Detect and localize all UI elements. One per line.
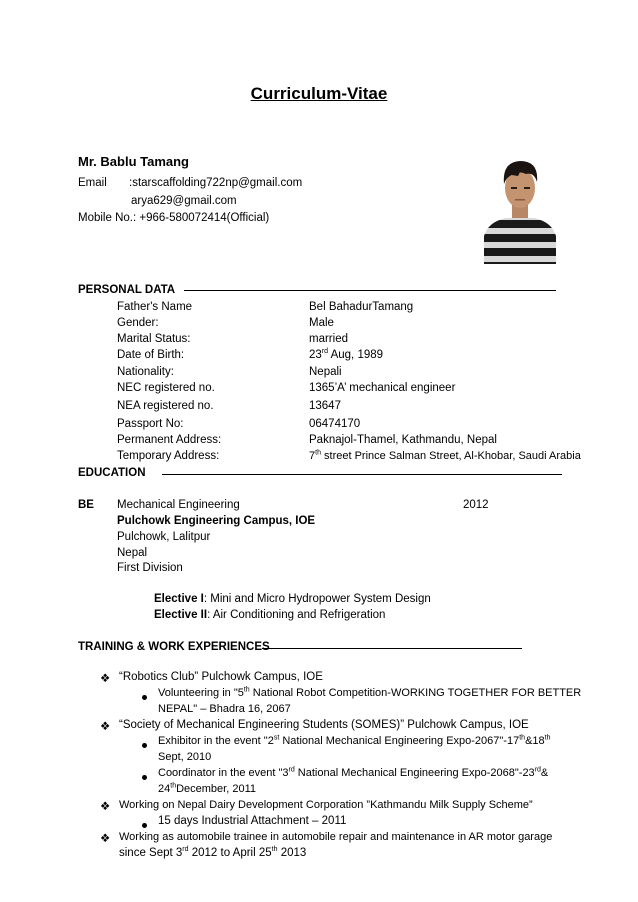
degree-label: BE bbox=[78, 499, 94, 511]
personal-label-father: Father's Name bbox=[117, 301, 193, 313]
training-item-automobile-line2: since Sept 3rd 2012 to April 25th 2013 bbox=[119, 846, 307, 859]
personal-value-passport: 06474170 bbox=[309, 418, 361, 430]
training-detail-industrial-attachment: 15 days Industrial Attachment – 2011 bbox=[158, 815, 347, 827]
education-divider bbox=[162, 474, 562, 475]
training-detail-exhibitor-line2: Sept, 2010 bbox=[158, 751, 212, 763]
personal-label-nea: NEA registered no. bbox=[117, 400, 214, 412]
training-item-robotics: “Robotics Club” Pulchowk Campus, IOE bbox=[119, 671, 323, 683]
diamond-bullet-icon: ❖ bbox=[100, 721, 111, 733]
diamond-bullet-icon: ❖ bbox=[100, 833, 111, 845]
personal-label-marital: Marital Status: bbox=[117, 333, 191, 345]
training-item-automobile: Working as automobile trainee in automobile repair and maintenance in AR motor garage bbox=[119, 831, 553, 843]
training-detail-exhibitor: Exhibitor in the event "2st National Mechanical Engineering Expo-2067"-17th&18th bbox=[158, 734, 551, 747]
email-label: Email bbox=[78, 177, 107, 189]
education-heading: EDUCATION bbox=[78, 467, 146, 479]
bullet-icon bbox=[142, 819, 147, 831]
personal-label-nec: NEC registered no. bbox=[117, 382, 215, 394]
personal-label-permanent-address: Permanent Address: bbox=[117, 434, 222, 446]
personal-value-nec: 1365’A’ mechanical engineer bbox=[309, 382, 456, 394]
degree-field: Mechanical Engineering bbox=[117, 499, 240, 511]
personal-data-divider bbox=[184, 290, 556, 291]
personal-value-nationality: Nepali bbox=[309, 366, 342, 378]
training-detail-robot-competition: Volunteering in "5th National Robot Competition-WORKING TOGETHER FOR BETTER bbox=[158, 686, 582, 699]
personal-data-heading: PERSONAL DATA bbox=[78, 284, 176, 296]
bullet-icon bbox=[142, 691, 147, 703]
personal-label-nationality: Nationality: bbox=[117, 366, 174, 378]
personal-value-dob: 23rd Aug, 1989 bbox=[309, 348, 384, 361]
college-place: Pulchowk, Lalitpur bbox=[117, 531, 211, 543]
training-detail-coordinator: Coordinator in the event "3rd National Mechanical Engineering Expo-2068"-23rd& bbox=[158, 766, 549, 779]
elective-one: Elective I: Mini and Micro Hydropower System Design bbox=[154, 593, 431, 605]
elective-two: Elective II: Air Conditioning and Refrigeration bbox=[154, 609, 386, 621]
personal-value-permanent-address: Paknajol-Thamel, Kathmandu, Nepal bbox=[309, 434, 497, 446]
bullet-icon bbox=[142, 739, 147, 751]
degree-year: 2012 bbox=[463, 499, 489, 511]
document-title: Curriculum-Vitae bbox=[250, 84, 388, 103]
training-item-somes: “Society of Mechanical Engineering Students (SOMES)” Pulchowk Campus, IOE bbox=[119, 719, 529, 731]
diamond-bullet-icon: ❖ bbox=[100, 801, 111, 813]
college-country: Nepal bbox=[117, 547, 148, 559]
personal-label-gender: Gender: bbox=[117, 317, 159, 329]
personal-value-marital: married bbox=[309, 333, 348, 345]
profile-photo bbox=[482, 152, 558, 264]
college-name: Pulchowk Engineering Campus, IOE bbox=[117, 515, 316, 527]
training-detail-coordinator-line2: 24thDecember, 2011 bbox=[158, 782, 256, 795]
bullet-icon bbox=[142, 771, 147, 783]
personal-label-dob: Date of Birth: bbox=[117, 349, 185, 361]
personal-label-temporary-address: Temporary Address: bbox=[117, 450, 220, 462]
personal-value-nea: 13647 bbox=[309, 400, 341, 412]
training-divider bbox=[262, 648, 522, 649]
email-secondary: arya629@gmail.com bbox=[131, 195, 237, 207]
diamond-bullet-icon: ❖ bbox=[100, 673, 111, 685]
email-primary: :starscaffolding722np@gmail.com bbox=[129, 177, 303, 189]
training-heading: TRAINING & WORK EXPERIENCES bbox=[78, 641, 270, 653]
training-detail-robot-competition-line2: NEPAL" – Bhadra 16, 2067 bbox=[158, 703, 291, 715]
degree-division: First Division bbox=[117, 562, 183, 574]
training-item-dairy: Working on Nepal Dairy Development Corporation ”Kathmandu Milk Supply Scheme” bbox=[119, 799, 533, 811]
mobile-number: Mobile No.: +966-580072414(Official) bbox=[78, 212, 270, 224]
personal-value-temporary-address: 7th street Prince Salman Street, Al-Khobar, Saudi Arabia bbox=[309, 449, 581, 462]
personal-value-gender: Male bbox=[309, 317, 334, 329]
personal-value-father: Bel BahadurTamang bbox=[309, 301, 414, 313]
candidate-name: Mr. Bablu Tamang bbox=[78, 154, 189, 169]
personal-label-passport: Passport No: bbox=[117, 418, 184, 430]
